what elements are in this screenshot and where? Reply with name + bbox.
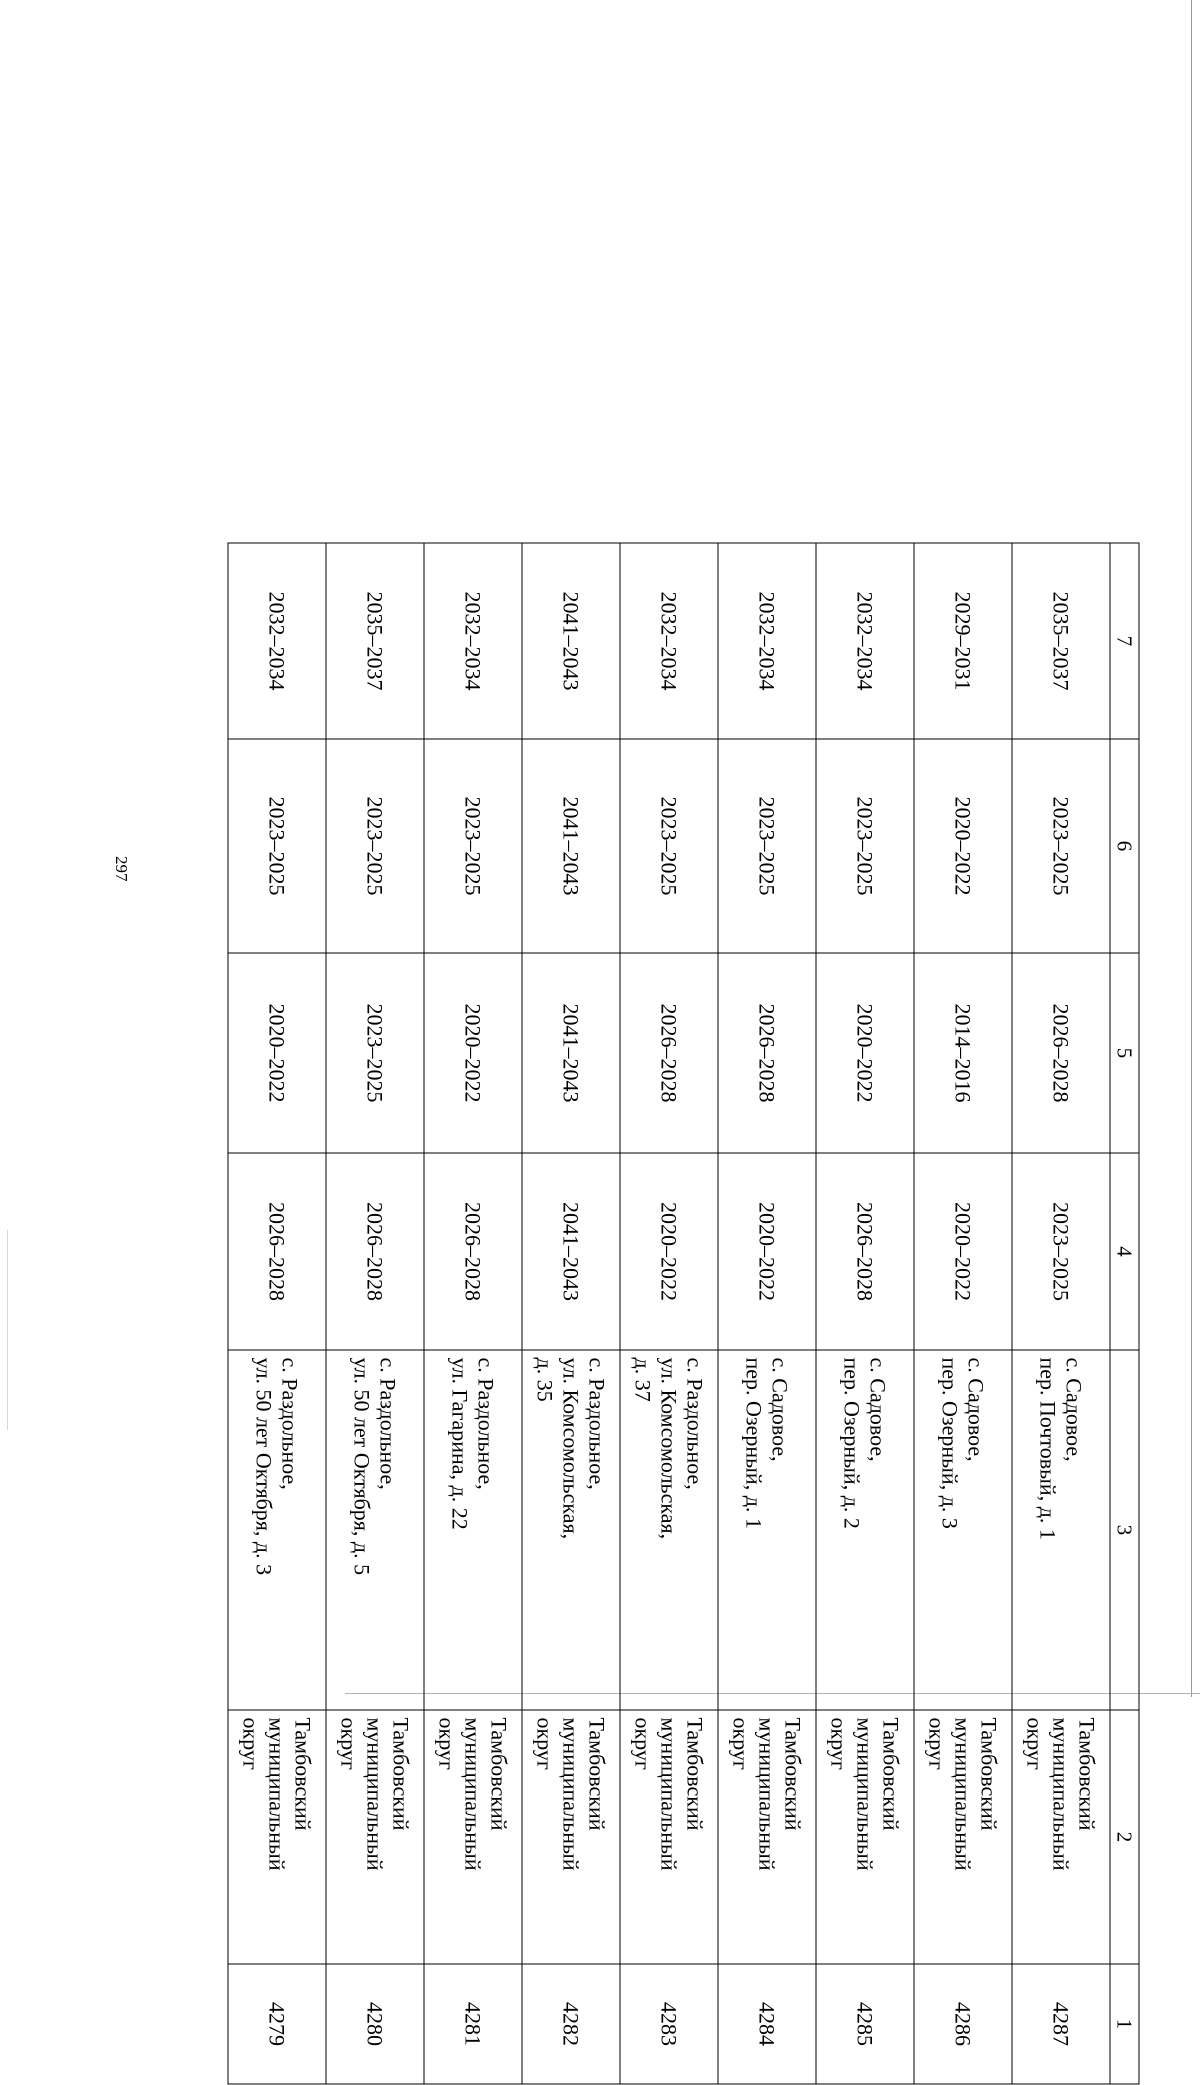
address-line: ул. 50 лет Октября, д. 5	[350, 1357, 375, 1576]
cell-col6: 2023–2025	[424, 739, 522, 953]
cell-row-number: 4283	[620, 1964, 718, 2084]
address-line: ул. 50 лет Октября, д. 3	[252, 1357, 277, 1576]
cell-row-number: 4279	[228, 1964, 326, 2084]
cell-col5: 2020–2022	[424, 953, 522, 1153]
district-line: Тамбовский	[389, 1717, 414, 1831]
cell-col4: 2026–2028	[816, 1153, 914, 1350]
cell-row-number: 4284	[718, 1964, 816, 2084]
address-line: с. Садовое,	[964, 1357, 989, 1462]
cell-col7: 2032–2034	[718, 543, 816, 739]
table-row	[1012, 543, 1110, 2084]
cell-col5: 2014–2016	[914, 953, 1012, 1153]
address-line: с. Раздольное,	[376, 1357, 401, 1490]
cell-col7: 2032–2034	[424, 543, 522, 739]
district-line: округ	[533, 1717, 558, 1770]
district-line: Тамбовский	[1075, 1717, 1100, 1831]
cell-col7: 2032–2034	[816, 543, 914, 739]
district-line: округ	[729, 1717, 754, 1770]
district-line: муниципальный	[363, 1717, 388, 1871]
cell-col4: 2020–2022	[718, 1153, 816, 1350]
table-row	[718, 543, 816, 2084]
table-row	[326, 543, 424, 2084]
cell-address	[718, 1350, 816, 1710]
district-line: округ	[631, 1717, 656, 1770]
address-line: д. 37	[631, 1357, 656, 1402]
address-line: с. Раздольное,	[474, 1357, 499, 1490]
cell-address	[228, 1350, 326, 1710]
address-line: пер. Почтовый, д. 1	[1036, 1357, 1061, 1540]
cell-col7: 2032–2034	[228, 543, 326, 739]
district-line: Тамбовский	[683, 1717, 708, 1831]
cell-row-number: 4286	[914, 1964, 1012, 2084]
cell-col5: 2020–2022	[228, 953, 326, 1153]
cell-col5: 2026–2028	[1012, 953, 1110, 1153]
address-line: с. Садовое,	[866, 1357, 891, 1462]
table-row	[816, 543, 914, 2084]
district-line: муниципальный	[461, 1717, 486, 1871]
address-line: пер. Озерный, д. 2	[840, 1357, 865, 1529]
cell-col4: 2023–2025	[1012, 1153, 1110, 1350]
column-header: 3	[1110, 1350, 1139, 1710]
cell-col6: 2023–2025	[326, 739, 424, 953]
cell-district	[522, 1710, 620, 1964]
cell-district	[914, 1710, 1012, 1964]
cell-col7: 2035–2037	[326, 543, 424, 739]
cell-address	[816, 1350, 914, 1710]
cell-row-number: 4281	[424, 1964, 522, 2084]
cell-col7: 2029–2031	[914, 543, 1012, 739]
cell-col5: 2041–2043	[522, 953, 620, 1153]
address-line: с. Раздольное,	[683, 1357, 708, 1490]
address-line: ул. Комсомольская,	[657, 1357, 682, 1540]
district-line: округ	[827, 1717, 852, 1770]
cell-col7: 2032–2034	[620, 543, 718, 739]
district-line: муниципальный	[853, 1717, 878, 1871]
district-line: Тамбовский	[977, 1717, 1002, 1831]
cell-district	[326, 1710, 424, 1964]
column-header: 6	[1110, 739, 1139, 953]
cell-col4: 2020–2022	[914, 1153, 1012, 1350]
cell-col4: 2026–2028	[228, 1153, 326, 1350]
address-line: с. Садовое,	[1062, 1357, 1087, 1462]
cell-district	[620, 1710, 718, 1964]
cell-district	[1012, 1710, 1110, 1964]
cell-col6: 2023–2025	[816, 739, 914, 953]
cell-col7: 2041–2043	[522, 543, 620, 739]
address-line: с. Раздольное,	[585, 1357, 610, 1490]
district-line: Тамбовский	[585, 1717, 610, 1831]
address-line: д. 35	[533, 1357, 558, 1402]
cell-col4: 2020–2022	[620, 1153, 718, 1350]
district-line: муниципальный	[755, 1717, 780, 1871]
cell-address	[424, 1350, 522, 1710]
cell-col5: 2023–2025	[326, 953, 424, 1153]
rotated-table-container	[228, 543, 1140, 2084]
cell-col5: 2020–2022	[816, 953, 914, 1153]
district-line: Тамбовский	[781, 1717, 806, 1831]
address-line: пер. Озерный, д. 1	[742, 1357, 767, 1529]
cell-col5: 2026–2028	[620, 953, 718, 1153]
scan-mark-left	[7, 1230, 8, 1430]
cell-district	[718, 1710, 816, 1964]
cell-district	[816, 1710, 914, 1964]
district-line: муниципальный	[265, 1717, 290, 1871]
cell-district	[424, 1710, 522, 1964]
cell-row-number: 4280	[326, 1964, 424, 2084]
cell-col4: 2026–2028	[326, 1153, 424, 1350]
district-line: муниципальный	[559, 1717, 584, 1871]
table-row	[620, 543, 718, 2084]
district-line: муниципальный	[951, 1717, 976, 1871]
page-number: 297	[112, 856, 131, 882]
cell-col6: 2023–2025	[1012, 739, 1110, 953]
cell-col6: 2041–2043	[522, 739, 620, 953]
cell-address	[326, 1350, 424, 1710]
district-line: муниципальный	[657, 1717, 682, 1871]
column-header: 7	[1110, 543, 1139, 739]
address-line: с. Раздольное,	[278, 1357, 303, 1490]
district-line: округ	[239, 1717, 264, 1770]
address-line: с. Садовое,	[768, 1357, 793, 1462]
address-line: ул. Гагарина, д. 22	[448, 1357, 473, 1530]
cell-row-number: 4282	[522, 1964, 620, 2084]
district-line: округ	[435, 1717, 460, 1770]
schedule-table	[228, 543, 1140, 2085]
table-row	[914, 543, 1012, 2084]
cell-address	[914, 1350, 1012, 1710]
cell-col4: 2026–2028	[424, 1153, 522, 1350]
district-line: округ	[337, 1717, 362, 1770]
table-row	[522, 543, 620, 2084]
cell-row-number: 4285	[816, 1964, 914, 2084]
cell-col6: 2023–2025	[228, 739, 326, 953]
cell-col6: 2023–2025	[620, 739, 718, 953]
cell-row-number: 4287	[1012, 1964, 1110, 2084]
cell-col7: 2035–2037	[1012, 543, 1110, 739]
district-line: округ	[1023, 1717, 1048, 1770]
district-line: Тамбовский	[291, 1717, 316, 1831]
cell-district	[228, 1710, 326, 1964]
cell-col6: 2020–2022	[914, 739, 1012, 953]
column-header: 2	[1110, 1710, 1139, 1964]
cell-col4: 2041–2043	[522, 1153, 620, 1350]
table-row	[228, 543, 326, 2084]
cell-col5: 2026–2028	[718, 953, 816, 1153]
page-edge-right	[1191, 0, 1192, 1697]
district-line: муниципальный	[1049, 1717, 1074, 1871]
district-line: округ	[925, 1717, 950, 1770]
address-line: пер. Озерный, д. 3	[938, 1357, 963, 1529]
column-header: 4	[1110, 1153, 1139, 1350]
address-line: ул. Комсомольская,	[559, 1357, 584, 1540]
column-header: 5	[1110, 953, 1139, 1153]
cell-col6: 2023–2025	[718, 739, 816, 953]
cell-address	[522, 1350, 620, 1710]
header-row	[1110, 543, 1139, 2084]
table-row	[424, 543, 522, 2084]
district-line: Тамбовский	[487, 1717, 512, 1831]
column-header: 1	[1110, 1964, 1139, 2084]
district-line: Тамбовский	[879, 1717, 904, 1831]
cell-address	[1012, 1350, 1110, 1710]
cell-address	[620, 1350, 718, 1710]
